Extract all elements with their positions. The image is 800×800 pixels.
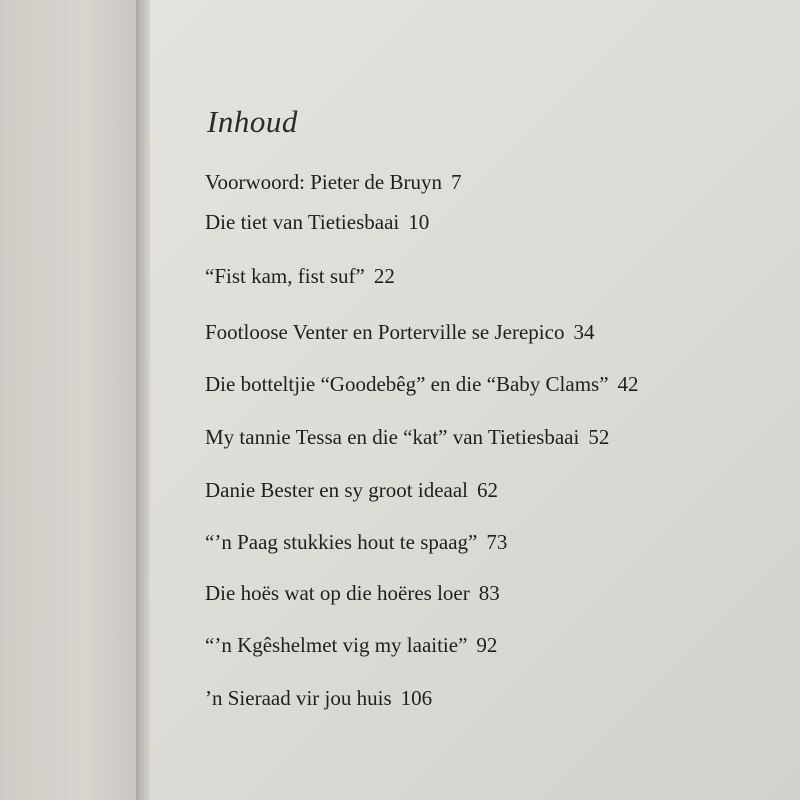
toc-entry-page: 10 (408, 210, 430, 234)
toc-entry-title: Footloose Venter en Porterville se Jerepico (205, 320, 565, 344)
left-page (0, 0, 140, 800)
toc-entry (205, 210, 429, 235)
toc-entry-title: My tannie Tessa en die “kat” van Tietiesbaai (205, 425, 580, 449)
toc-entry-title: Die botteltjie “Goodebêg” en die “Baby Clams” (205, 372, 609, 396)
toc-entry-title: Die hoës wat op die hoëres loer (205, 581, 470, 605)
book-gutter (136, 0, 150, 800)
toc-entry-title: Danie Bester en sy groot ideaal (205, 478, 468, 502)
toc-entry (205, 581, 500, 606)
toc-entry (205, 372, 639, 397)
toc-entry (205, 320, 594, 345)
toc-entry-page: 7 (451, 170, 462, 194)
toc-entry-title: “Fist kam, fist suf” (205, 264, 365, 288)
toc-entry-page: 73 (486, 530, 508, 554)
toc-entry-title: Voorwoord: Pieter de Bruyn (205, 170, 442, 194)
toc-entry (205, 478, 498, 503)
toc-title: Inhoud (207, 104, 298, 139)
toc-entry (205, 264, 395, 289)
toc-entry-title: Die tiet van Tietiesbaai (205, 210, 400, 234)
toc-entry-page: 83 (478, 581, 500, 605)
toc-entry-title: “’n Kgêshelmet vig my laaitie” (205, 633, 468, 657)
toc-entry (205, 425, 609, 450)
toc-entry (205, 170, 462, 195)
toc-entry-page: 106 (400, 686, 433, 710)
toc-entry-page: 92 (476, 633, 498, 657)
toc-entry-page: 22 (373, 264, 395, 288)
toc-entry (205, 530, 507, 555)
toc-entry (205, 633, 497, 658)
toc-entry (205, 686, 432, 711)
toc-entry-title: ’n Sieraad vir jou huis (205, 686, 392, 710)
toc-entry-page: 34 (573, 320, 595, 344)
toc-entry-title: “’n Paag stukkies hout te spaag” (205, 530, 478, 554)
toc-entry-page: 52 (588, 425, 610, 449)
toc-entry-page: 62 (477, 478, 498, 502)
toc-entry-page: 42 (617, 372, 639, 396)
